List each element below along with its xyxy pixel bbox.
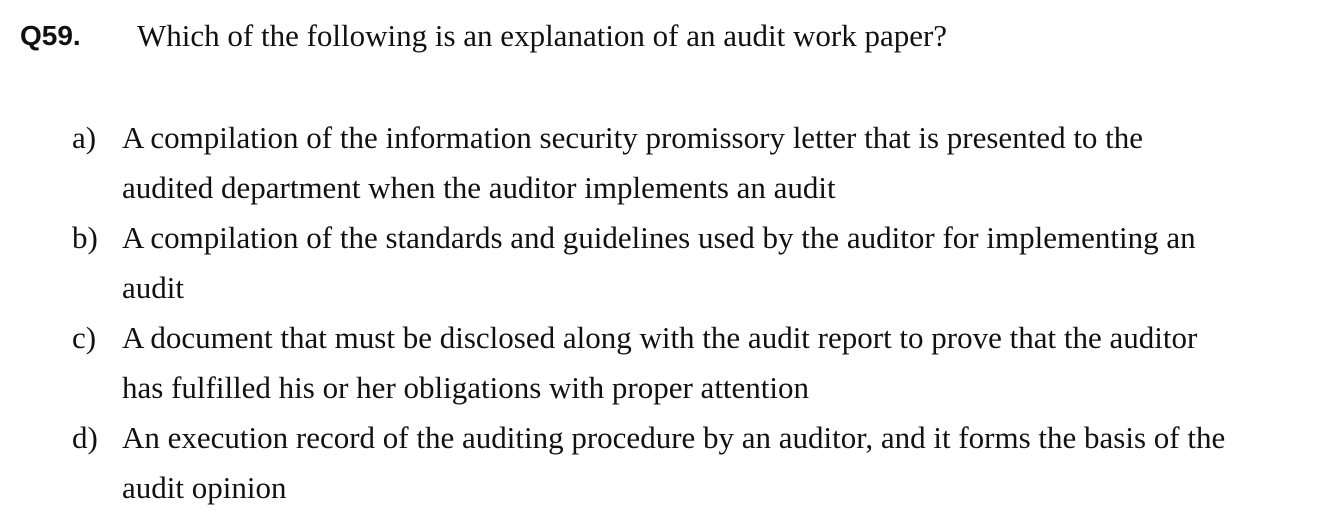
option-letter: c) bbox=[72, 320, 97, 355]
answer-options bbox=[0, 113, 1328, 513]
option-text bbox=[122, 413, 1312, 513]
option-text bbox=[122, 113, 1312, 213]
option-text-line: A compilation of the information security promissory letter that is presented to the bbox=[122, 120, 1144, 155]
option-letter: b) bbox=[72, 220, 98, 255]
question-header bbox=[20, 12, 1310, 60]
option-text-line: A compilation of the standards and guidelines used by the auditor for implementing an bbox=[122, 220, 1196, 255]
option-text-line: audit bbox=[122, 270, 184, 305]
option-text-line: A document that must be disclosed along with the audit report to prove that the auditor bbox=[122, 320, 1198, 355]
option-letter: d) bbox=[72, 420, 98, 455]
question-number: Q59. bbox=[20, 20, 81, 51]
option-text-line: An execution record of the auditing procedure by an auditor, and it forms the basis of the bbox=[122, 420, 1226, 455]
option-text-line: audited department when the auditor implements an audit bbox=[122, 170, 836, 205]
option-c bbox=[0, 313, 1328, 413]
option-a bbox=[0, 113, 1328, 213]
question-text: Which of the following is an explanation of an audit work paper? bbox=[137, 18, 948, 53]
option-letter: a) bbox=[72, 120, 97, 155]
option-text-line: audit opinion bbox=[122, 470, 287, 505]
option-text bbox=[122, 213, 1312, 313]
option-text bbox=[122, 313, 1312, 413]
option-d bbox=[0, 413, 1328, 513]
option-text-line: has fulfilled his or her obligations with proper attention bbox=[122, 370, 810, 405]
option-b bbox=[0, 213, 1328, 313]
